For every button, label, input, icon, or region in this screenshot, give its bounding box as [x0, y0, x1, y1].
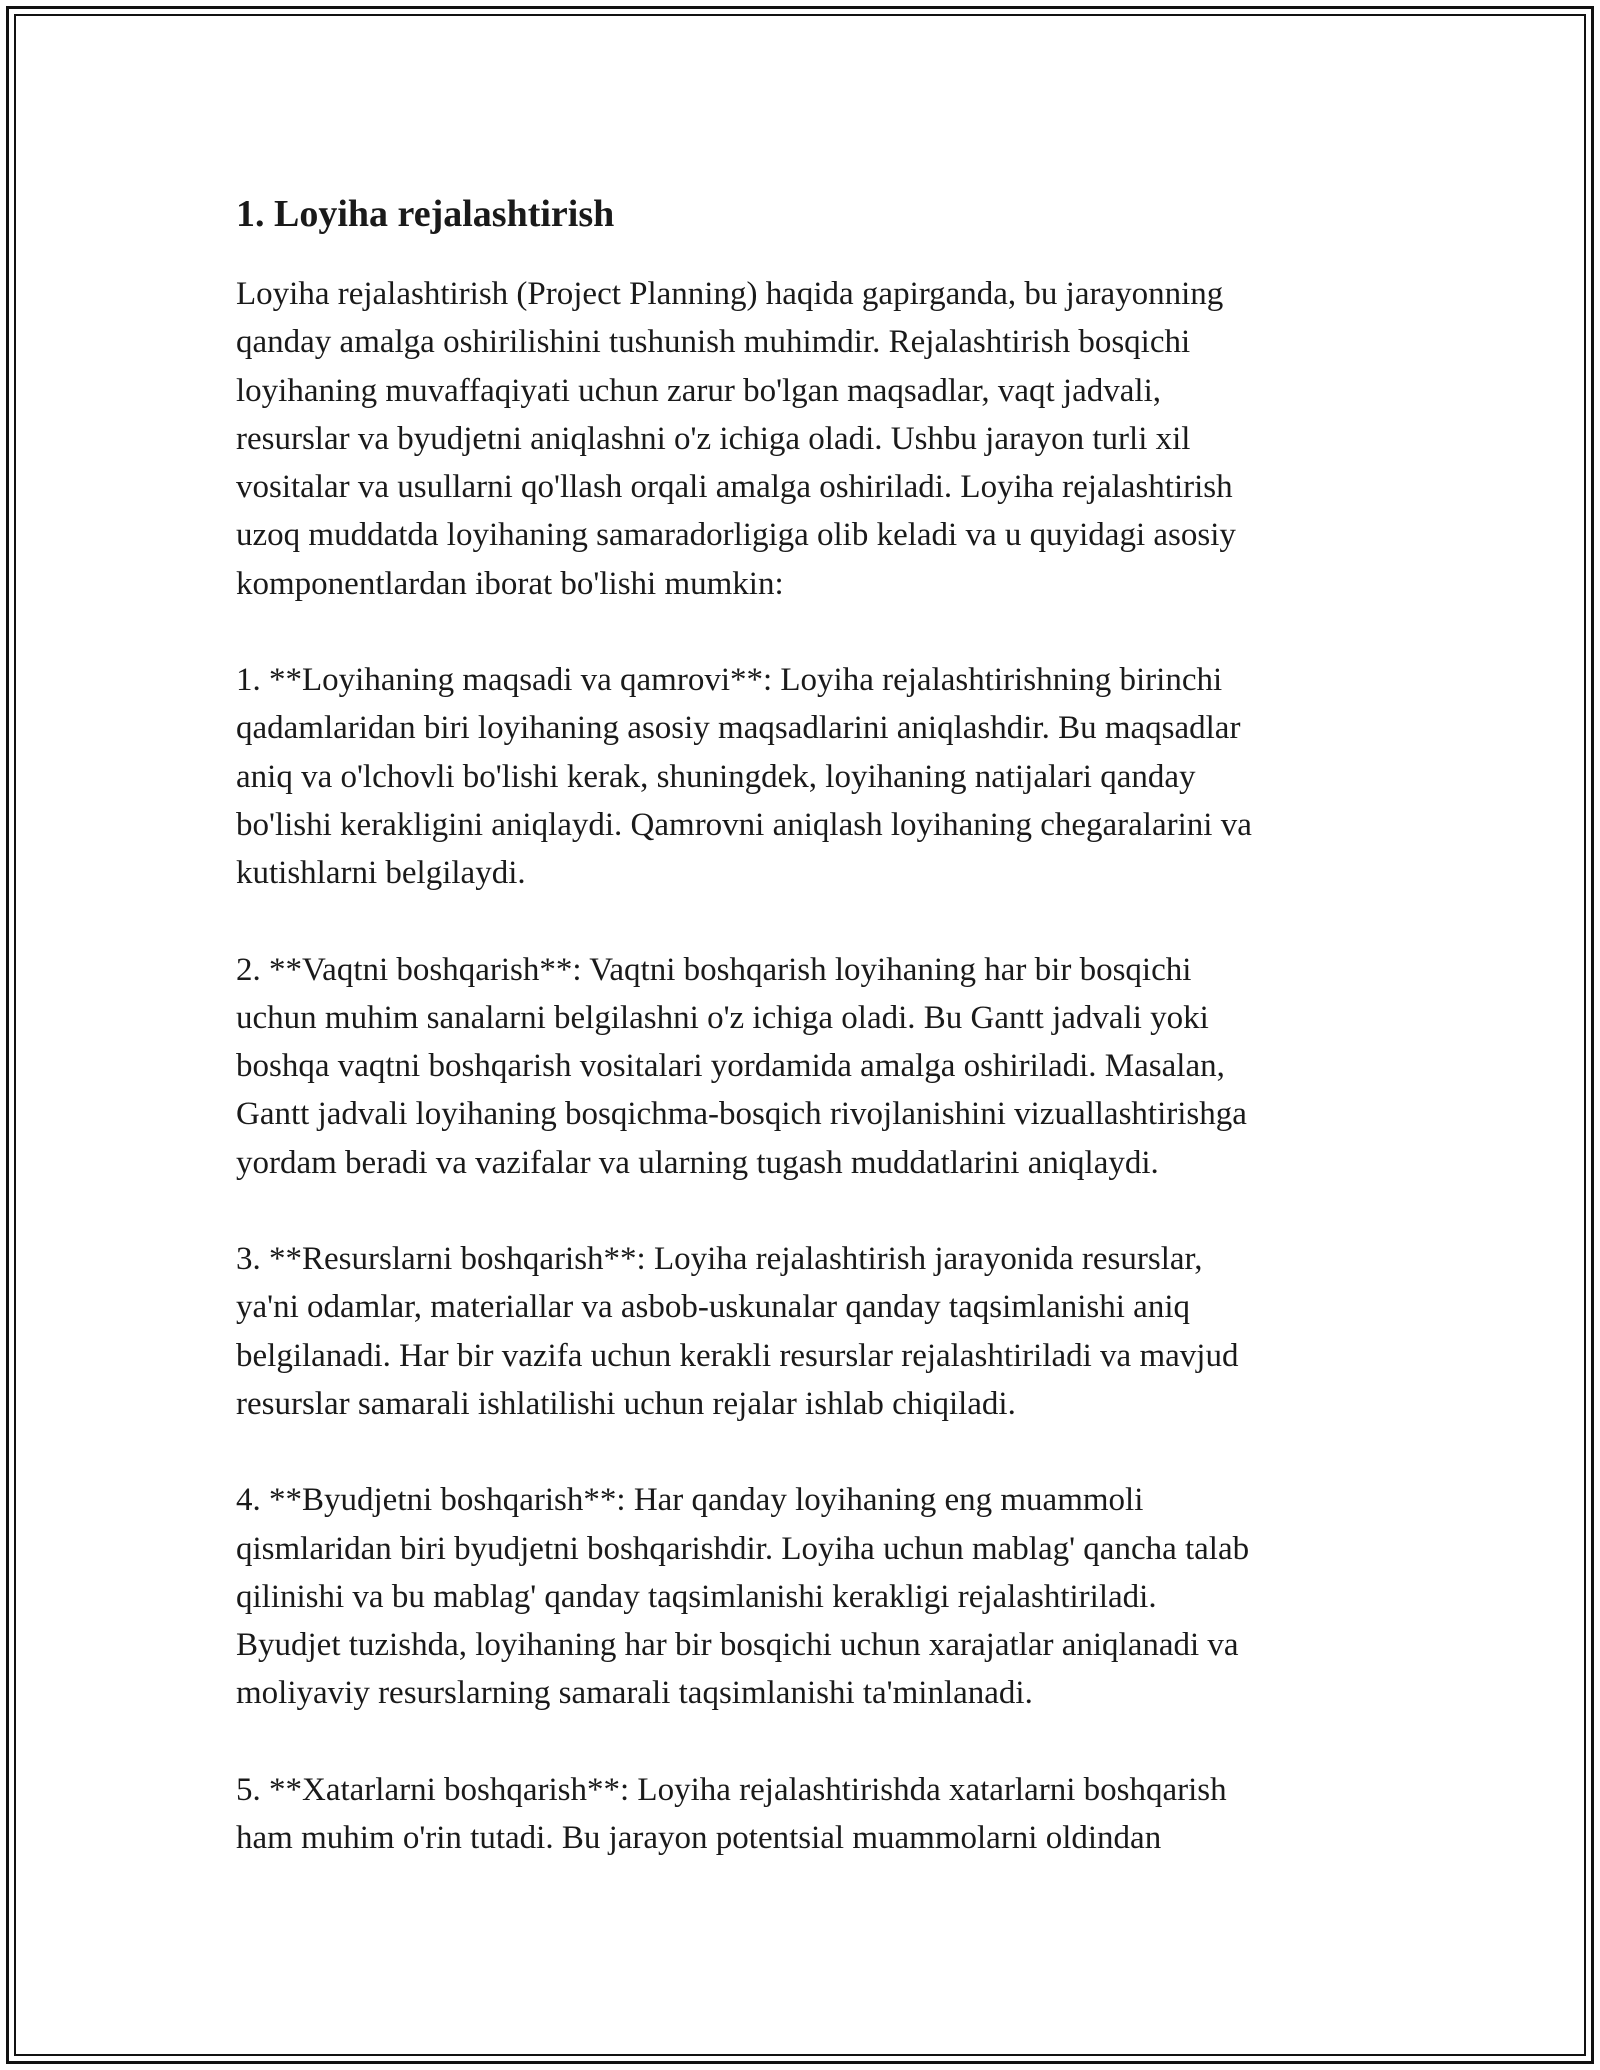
list-item-resource-management: 3. **Resurslarni boshqarish**: Loyiha rejalashtirish jarayonida resurslar, ya'ni odamlar, materiallar va asbob-uskunalar qanday taqsimlanishi aniq belgilanadi. Har bir vazifa uchun kerakli resurslar rejalashtiriladi va mavjud resurslar samarali ishlatilishi uchun rejalar ishlab chiqiladi. [236, 1241, 1239, 1422]
list-item-risk-management: 5. **Xatarlarni boshqarish**: Loyiha rejalashtirishda xatarlarni boshqarish ham muhim o'rin tutadi. Bu jarayon potentsial muammolarni oldindan [236, 1771, 1227, 1857]
list-item-budget-management: 4. **Byudjetni boshqarish**: Har qanday loyihaning eng muammoli qismlaridan biri byudjetni boshqarishdir. Loyiha uchun mablag' qancha talab qilinishi va bu mablag' qanday taqsimlanishi kerakligi rejalashtiriladi. Byudjet tuzishda, loyihaning har bir bosqichi uchun xarajatlar aniqlanadi va moliyaviy resurslarning samarali taqsimlanishi ta'minlanadi. [236, 1482, 1250, 1712]
document-body [236, 186, 1396, 1910]
list-item-time-management: 2. **Vaqtni boshqarish**: Vaqtni boshqarish loyihaning har bir bosqichi uchun muhim sanalarni belgilashni o'z ichiga oladi. Bu Gantt jadvali yoki boshqa vaqtni boshqarish vositalari yordamida amalga oshiriladi. Masalan, Gantt jadvali loyihaning bosqichma-bosqich rivojlanishini vizuallashtirishga yordam beradi va vazifalar va ularning tugash muddatlarini aniqlaydi. [236, 951, 1247, 1181]
list-item-project-scope: 1. **Loyihaning maqsadi va qamrovi**: Loyiha rejalashtirishning birinchi qadamlaridan biri loyihaning asosiy maqsadlarini aniqlashdir. Bu maqsadlar aniq va o'lchovli bo'lishi kerak, shuningdek, loyihaning natijalari qanday bo'lishi kerakligini aniqlaydi. Qamrovni aniqlash loyihaning chegaralarini va kutishlarni belgilaydi. [236, 662, 1252, 892]
intro-paragraph: Loyiha rejalashtirish (Project Planning) haqida gapirganda, bu jarayonning qanday amalga oshirilishini tushunish muhimdir. Rejalashtirish bosqichi loyihaning muvaffaqiyati uchun zarur bo'lgan maqsadlar, vaqt jadvali, resurslar va byudjetni aniqlashni o'z ichiga oladi. Ushbu jarayon turli xil vositalar va usullarni qo'llash orqali amalga oshiriladi. Loyiha rejalashtirish uzoq muddatda loyihaning samaradorligiga olib keladi va u quyidagi asosiy komponentlardan iborat bo'lishi mumkin: [236, 276, 1236, 602]
section-heading: 1. Loyiha rejalashtirish [236, 193, 615, 235]
